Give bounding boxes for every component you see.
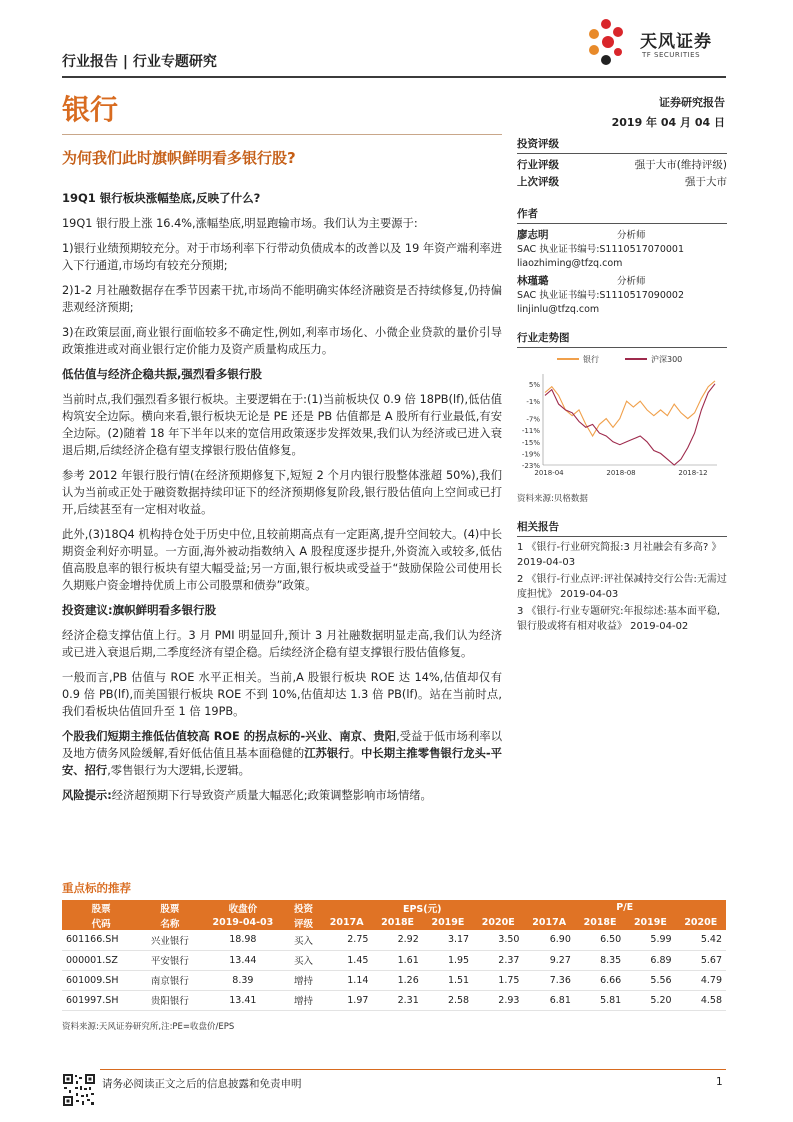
cell: 5.56 bbox=[625, 970, 675, 990]
cell: 1.26 bbox=[372, 970, 422, 990]
cell: 平安银行 bbox=[140, 950, 200, 970]
footer-divider bbox=[100, 1069, 726, 1070]
body-text bbox=[62, 190, 502, 812]
logo-icon bbox=[580, 16, 636, 70]
header-cell: EPS(元) bbox=[321, 900, 523, 915]
cell: 增持 bbox=[286, 970, 321, 990]
header-cell: 2018E bbox=[372, 915, 422, 930]
logo-name: 天风证券 bbox=[640, 32, 712, 52]
table-title: 重点标的推荐 bbox=[62, 881, 131, 895]
bold-text: 个股我们短期主推低估值较高 ROE 的拐点标的-兴业、南京、贵阳 bbox=[62, 730, 397, 743]
table-header-row bbox=[62, 900, 726, 915]
footer-disclaimer: 请务必阅读正文之后的信息披露和免责申明 bbox=[102, 1078, 302, 1090]
series-line-银行 bbox=[545, 381, 715, 436]
analyst-sac: SAC 执业证书编号:S1110517070001 bbox=[517, 244, 684, 255]
trend-chart bbox=[517, 350, 727, 485]
cell: 3.50 bbox=[473, 930, 523, 950]
table-source: 资料来源:天风证券研究所,注:PE=收盘价/EPS bbox=[62, 1022, 235, 1032]
cell: 601166.SH bbox=[62, 930, 140, 950]
trend-block bbox=[517, 330, 727, 351]
cell: 2.37 bbox=[473, 950, 523, 970]
analyst bbox=[517, 273, 727, 317]
legend-label: 沪深300 bbox=[651, 355, 683, 364]
analyst-sac: SAC 执业证书编号:S1110517090002 bbox=[517, 290, 684, 301]
analyst-role: 分析师 bbox=[617, 230, 646, 241]
header-cell: 2017A bbox=[523, 915, 574, 930]
header-cell: 评级 bbox=[286, 915, 321, 930]
author-title: 作者 bbox=[517, 206, 727, 224]
section-heading: 19Q1 银行板块涨幅垫底,反映了什么? bbox=[62, 191, 261, 205]
page-title: 为何我们此时旗帜鲜明看多银行股? bbox=[62, 149, 296, 167]
logo-en: TF SECURITIES bbox=[642, 51, 701, 59]
risk-label: 风险提示: bbox=[62, 789, 112, 802]
header-cell: 2019E bbox=[423, 915, 473, 930]
cell: 1.45 bbox=[321, 950, 372, 970]
legend-label: 银行 bbox=[583, 355, 599, 364]
trend-title: 行业走势图 bbox=[517, 330, 727, 348]
header-cell: 代码 bbox=[62, 915, 140, 930]
series-line-沪深300 bbox=[545, 384, 715, 465]
picks-table bbox=[62, 900, 726, 1011]
header-cell: 2018E bbox=[575, 915, 625, 930]
paragraph bbox=[62, 728, 502, 779]
cell: 13.41 bbox=[200, 990, 286, 1010]
cell: 2.92 bbox=[372, 930, 422, 950]
table-row bbox=[62, 990, 726, 1010]
cell: 6.90 bbox=[523, 930, 574, 950]
cell: 1.95 bbox=[423, 950, 473, 970]
cell: 5.67 bbox=[676, 950, 726, 970]
cell: 18.98 bbox=[200, 930, 286, 950]
related-report[interactable]: 3 《银行-行业专题研究:年报综述:基本面平稳,银行股或将有相对收益》 2019-04-02 bbox=[517, 606, 721, 632]
rating-value: 强于大市(维持评级) bbox=[634, 159, 727, 171]
cell: 买入 bbox=[286, 950, 321, 970]
header-cell: 2019E bbox=[625, 915, 675, 930]
related-block bbox=[517, 519, 727, 634]
paragraph: 此外,(3)18Q4 机构持仓处于历史中位,且较前期高点有一定距离,提升空间较大。(4)中长期资金利好亦明显。一方面,海外被动指数纳入 A 股程度逐步提升,外资流入或较多,低估值高股息率的银行板块有望大幅受益;另一方面,银行板块或受益于“鼓励保险公司使用长久期账户资金增持优质上市公司股票和债券”政策。 bbox=[62, 528, 502, 592]
cell: 买入 bbox=[286, 930, 321, 950]
cell: 5.42 bbox=[676, 930, 726, 950]
rating-title: 投资评级 bbox=[517, 136, 727, 154]
bold-text: 中长期主推零售银行龙头-平安、招行 bbox=[62, 747, 502, 777]
header-cell: 收盘价 bbox=[200, 900, 286, 915]
chart-source: 资料来源:贝格数据 bbox=[517, 494, 588, 504]
y-tick-label: -1% bbox=[526, 398, 540, 407]
analyst-email[interactable]: linjinlu@tfzq.com bbox=[517, 304, 600, 315]
header-cell: 2017A bbox=[321, 915, 372, 930]
cell: 5.99 bbox=[625, 930, 675, 950]
analyst-name: 林瑾璐 bbox=[517, 275, 549, 287]
analyst bbox=[517, 227, 727, 271]
y-tick-label: -19% bbox=[521, 450, 540, 459]
y-tick-label: -11% bbox=[521, 427, 540, 436]
cell: 4.58 bbox=[676, 990, 726, 1010]
prev-rating-value: 强于大市 bbox=[685, 176, 727, 188]
paragraph: 1)银行业绩预期较充分。对于市场利率下行带动负债成本的改善以及 19 年资产端利率进入下行通道,市场均有较充分预期; bbox=[62, 242, 502, 272]
paragraph: 3)在政策层面,商业银行面临较多不确定性,例如,利率市场化、小微企业贷款的量价引导政策推进或对商业银行定价能力及资产质量构成压力。 bbox=[62, 326, 502, 356]
bold-text: 江苏银行 bbox=[304, 747, 350, 760]
risk-warning bbox=[62, 787, 502, 804]
x-tick-label: 2018-08 bbox=[606, 469, 636, 477]
cell: 601009.SH bbox=[62, 970, 140, 990]
cell: 1.14 bbox=[321, 970, 372, 990]
rating-label: 行业评级 bbox=[517, 159, 559, 171]
header-cell: 2020E bbox=[473, 915, 523, 930]
y-tick-label: -15% bbox=[521, 438, 540, 447]
y-tick-label: -7% bbox=[526, 415, 540, 424]
report-date: 2019 年 04 月 04 日 bbox=[611, 116, 725, 129]
paragraph: 19Q1 银行股上涨 16.4%,涨幅垫底,明显跑输市场。我们认为主要源于: bbox=[62, 217, 418, 230]
cell: 1.75 bbox=[473, 970, 523, 990]
industry-title: 银行 bbox=[62, 93, 119, 126]
cell: 2.31 bbox=[372, 990, 422, 1010]
paragraph: 经济企稳支撑估值上行。3 月 PMI 明显回升,预计 3 月社融数据明显走高,我们认为经济或已进入衰退后期,二季度经济有望企稳。后续经济企稳有望支撑银行股估值修复。 bbox=[62, 629, 502, 659]
cell: 3.17 bbox=[423, 930, 473, 950]
paragraph: 当前时点,我们强烈看多银行板块。主要逻辑在于:(1)当前板块仅 0.9 倍 18PB(lf),低估值构筑安全边际。横向来看,银行板块无论是 PE 还是 PB 估值都是 A 股所有行业最低,有安全边际。(2)随着 18 年下半年以来的宽信用政策逐步发挥效果,我们认为经济或已进入衰退后期,后续经济企稳有望支撑银行股估值修复。 bbox=[62, 393, 502, 457]
paragraph: 2)1-2 月社融数据存在季节因素干扰,市场尚不能明确实体经济融资是否持续修复,仍持偏悲观经济预期; bbox=[62, 284, 502, 314]
cell: 4.79 bbox=[676, 970, 726, 990]
qr-code-icon bbox=[62, 1073, 96, 1107]
cell: 8.39 bbox=[200, 970, 286, 990]
cell: 6.66 bbox=[575, 970, 625, 990]
trend-chart-svg bbox=[517, 350, 727, 485]
header-cell: 股票 bbox=[140, 900, 200, 915]
table-row bbox=[62, 950, 726, 970]
header-divider bbox=[62, 76, 726, 78]
header-cell: 2019-04-03 bbox=[200, 915, 286, 930]
x-tick-label: 2018-04 bbox=[534, 469, 564, 477]
cell: 13.44 bbox=[200, 950, 286, 970]
related-report[interactable]: 1 《银行-行业研究简报:3 月社融会有多高? 》 2019-04-03 bbox=[517, 542, 722, 568]
cell: 601997.SH bbox=[62, 990, 140, 1010]
x-tick-label: 2018-12 bbox=[678, 469, 708, 477]
title-divider bbox=[62, 134, 502, 135]
cell: 2.58 bbox=[423, 990, 473, 1010]
cell: 增持 bbox=[286, 990, 321, 1010]
analyst-name: 廖志明 bbox=[517, 229, 549, 241]
paragraph: 参考 2012 年银行股行情(在经济预期修复下,短短 2 个月内银行股整体涨超 50%),我们认为当前或正处于融资数据持续印证下的经济预期修复阶段,银行股估值向上空间或已打开,后续甚至有一定相对收益。 bbox=[62, 469, 502, 516]
cell: 5.81 bbox=[575, 990, 625, 1010]
cell: 贵阳银行 bbox=[140, 990, 200, 1010]
section-heading: 投资建议:旗帜鲜明看多银行股 bbox=[62, 603, 217, 617]
header-cell: 名称 bbox=[140, 915, 200, 930]
table-row bbox=[62, 930, 726, 950]
author-block bbox=[517, 206, 727, 317]
analyst-role: 分析师 bbox=[617, 276, 646, 287]
cell: 1.61 bbox=[372, 950, 422, 970]
text: ,零售银行为大逻辑,长逻辑。 bbox=[107, 764, 250, 777]
section-heading: 低估值与经济企稳共振,强烈看多银行股 bbox=[62, 367, 262, 381]
cell: 000001.SZ bbox=[62, 950, 140, 970]
paragraph: 一般而言,PB 估值与 ROE 水平正相关。当前,A 股银行板块 ROE 达 14%,估值却仅有 0.9 倍 PB(lf),而美国银行板块 ROE 不到 10%,估值却达 1.3 倍 PB(lf)。站在当前时点,我们看板块估值回升至 1 倍 19PB。 bbox=[62, 671, 502, 718]
table-header-row bbox=[62, 915, 726, 930]
cell: 2.93 bbox=[473, 990, 523, 1010]
y-tick-label: 5% bbox=[528, 380, 540, 389]
cell: 1.97 bbox=[321, 990, 372, 1010]
cell: 9.27 bbox=[523, 950, 574, 970]
text: 。 bbox=[349, 747, 361, 760]
header-cell: 股票 bbox=[62, 900, 140, 915]
risk-text: 经济超预期下行导致资产质量大幅恶化;政策调整影响市场情绪。 bbox=[111, 789, 432, 802]
cell: 6.81 bbox=[523, 990, 574, 1010]
header-cell: 2020E bbox=[676, 915, 726, 930]
related-title: 相关报告 bbox=[517, 519, 727, 537]
cell: 6.89 bbox=[625, 950, 675, 970]
report-type: 证券研究报告 bbox=[659, 96, 725, 109]
cell: 2.75 bbox=[321, 930, 372, 950]
prev-rating-label: 上次评级 bbox=[517, 176, 559, 188]
report-category: 行业报告 | 行业专题研究 bbox=[62, 54, 217, 70]
cell: 兴业银行 bbox=[140, 930, 200, 950]
cell: 7.36 bbox=[523, 970, 574, 990]
cell: 6.50 bbox=[575, 930, 625, 950]
y-tick-label: -23% bbox=[521, 462, 540, 470]
analyst-email[interactable]: liaozhiming@tfzq.com bbox=[517, 258, 623, 269]
table-row bbox=[62, 970, 726, 990]
cell: 8.35 bbox=[575, 950, 625, 970]
page-number: 1 bbox=[716, 1076, 723, 1088]
text: ,受益于低市场利率以及地方债务风险缓解,看好低估值且基本面稳健的 bbox=[62, 730, 502, 760]
header-cell: 投资 bbox=[286, 900, 321, 915]
rating-block bbox=[517, 136, 727, 191]
header-cell: P/E bbox=[523, 900, 726, 915]
cell: 5.20 bbox=[625, 990, 675, 1010]
related-report[interactable]: 2 《银行-行业点评:评社保减持交行公告:无需过度担忧》 2019-04-03 bbox=[517, 574, 727, 600]
cell: 1.51 bbox=[423, 970, 473, 990]
cell: 南京银行 bbox=[140, 970, 200, 990]
